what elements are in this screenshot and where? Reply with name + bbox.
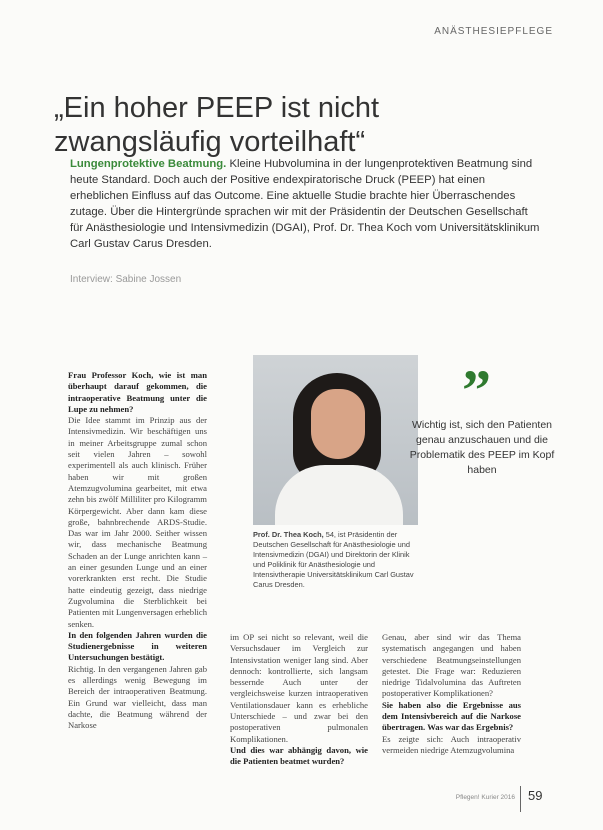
interview-question: In den folgenden Jahren wurden die Studienergebnisse in weiteren Untersuchungen bestätigt. xyxy=(68,629,207,663)
interview-question: Und dies war abhängig davon, wie die Patienten beatmet wurden? xyxy=(230,744,368,767)
footer-magazine: Pflegen! Kurier 2016 xyxy=(455,794,515,801)
interview-answer: Die Idee stammt im Prinzip aus der Intensivmedizin. Wir beschäftigen uns in meiner Arbeitsgruppe zumal schon seit vielen Jahren – sowohl experimentell als auch klinisch. Früher haben wir mit großen Atemzugvolumina gearbeitet, mit etwa zehn bis zwölf Milliliter pro Kilogramm Körpergewicht. Aber dann kam diese große, bahnbrechende ARDS-Studie. Das war im Jahr 2000. Seither wissen wir, dass mechanische Beatmung Schaden an der Lunge anrichten kann – an einer gesunden Lunge und an einer vorerkrankten erst recht. Die Studie hatte eindeutig gezeigt, dass niedrige Zugvolumina die Sterblichkeit bei Patienten mit Lungenversagen erheblich senken. xyxy=(68,415,207,629)
caption-text: 54, ist Präsidentin der Deutschen Gesellschaft für Anästhesiologie und Intensivmedizin (DGAI) und Direktorin der Klinik und Poliklinik für Anästhesiologie und Intensivtherapie Universitätsklinikum Carl Gustav Carus Dresden. xyxy=(253,530,414,589)
page-number: 59 xyxy=(528,788,543,803)
lead-paragraph xyxy=(70,156,540,252)
text-column-2 xyxy=(230,632,368,768)
lead-text: Kleine Hubvolumina in der lungenprotektiven Beatmung sind heute Standard. Doch auch der Positive endexpiratorische Druck (PEEP) hat einen erheblichen Einfluss auf das Outcome. Eine aktuelle Studie brachte hier Überraschendes zutage. Über die Hintergründe sprachen wir mit der Präsidentin der Deutschen Gesellschaft für Anästhesiologie und Intensivmedizin (DGAI), Prof. Dr. Thea Koch vom Universitätsklinikum Carl Gustav Carus Dresden. xyxy=(70,158,540,250)
interview-answer: Es zeigte sich: Auch intraoperativ vermeiden niedrige Atemzugvolumina xyxy=(382,733,521,755)
footer-divider xyxy=(520,786,521,812)
interview-answer: Genau, aber sind wir das Thema systematisch angegangen und haben verschiedene Beatmungseinstellungen getestet. Die Frage war: Reduzieren niedrige Tidalvolumina das Auftreten postoperativer Komplikationen? xyxy=(382,632,521,699)
text-column-1 xyxy=(68,370,207,732)
interview-question: Sie haben also die Ergebnisse aus dem Intensivbereich auf die Narkose übertragen. Was war das Ergebnis? xyxy=(382,699,521,733)
quote-mark-icon: ” xyxy=(462,358,491,423)
photo-caption xyxy=(253,530,423,590)
portrait-coat xyxy=(275,465,403,525)
pull-quote: Wichtig ist, sich den Patienten genau anzuschauen und die Problematik des PEEP im Kopf haben xyxy=(409,419,555,476)
interview-question: Frau Professor Koch, wie ist man überhaupt darauf gekommen, die intraoperative Beatmung unter die Lupe zu nehmen? xyxy=(68,370,207,414)
section-label: ANÄSTHESIEPFLEGE xyxy=(434,26,553,37)
portrait-face xyxy=(311,389,365,459)
lead-kicker: Lungenprotektive Beatmung. xyxy=(70,158,227,170)
interview-answer: Richtig. In den vergangenen Jahren gab es allerdings wenig Bewegung im Bereich der intraoperativen Beatmung. Ein Grund war vielleicht, dass man dachte, die Beatmung während der Narkose xyxy=(68,663,207,731)
text-column-3 xyxy=(382,632,521,756)
portrait-photo xyxy=(253,355,418,525)
page-title: „Ein hoher PEEP ist nicht zwangsläufig vorteilhaft“ xyxy=(54,92,380,159)
byline: Interview: Sabine Jossen xyxy=(70,274,182,285)
interview-answer: im OP sei nicht so relevant, weil die Versuchsdauer im Vergleich zur Intensivstation weniger lang sind. Aber dennoch: kontrollierte, sich langsam bessernde Auch unter der vergleichsweise kurzen intraoperativen Ventilationsdauer kann es erhebliche Unterschiede – und zwar bei den postoperativen pulmonalen Komplikationen. xyxy=(230,632,368,744)
caption-name: Prof. Dr. Thea Koch, xyxy=(253,530,324,539)
